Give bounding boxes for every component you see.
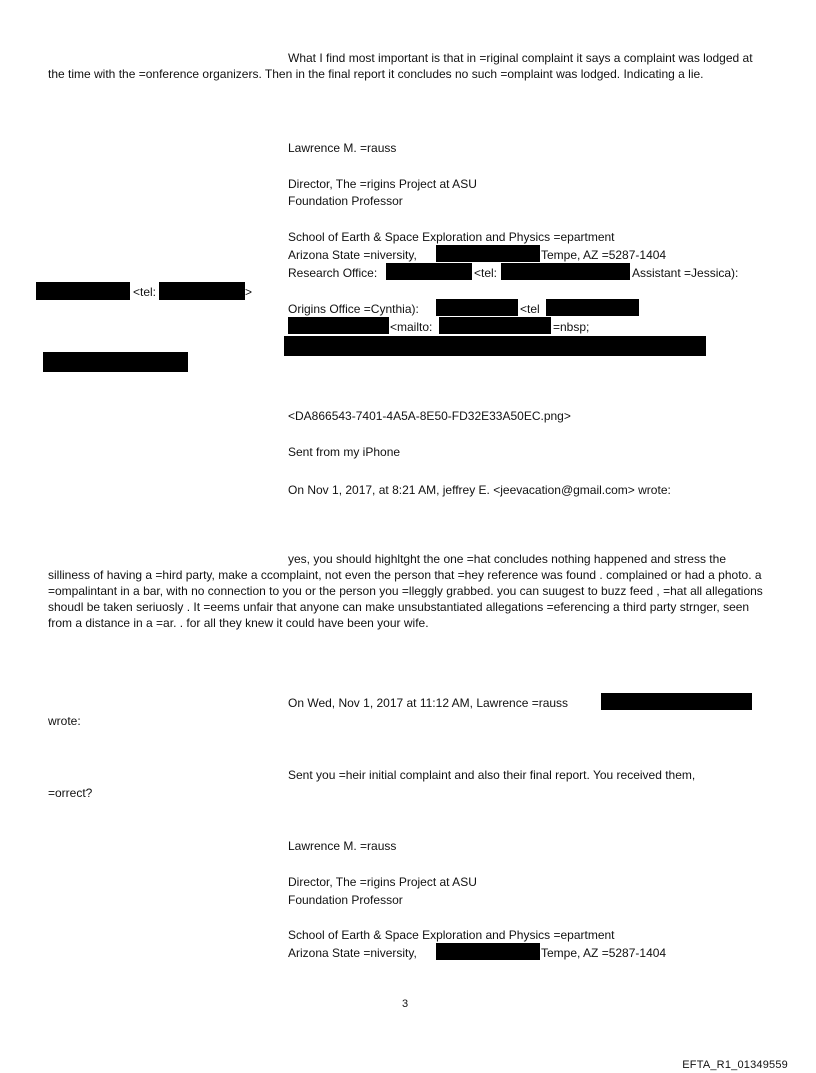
sig1-origins-office: Origins Office =Cynthia): bbox=[288, 302, 419, 316]
document-id-footer: EFTA_R1_01349559 bbox=[682, 1059, 788, 1071]
redaction-box bbox=[501, 263, 630, 280]
sig1-mailto: <mailto: bbox=[390, 320, 433, 334]
redaction-box bbox=[288, 317, 389, 334]
redaction-box bbox=[284, 336, 706, 356]
sig1-research-office-label: Research Office: bbox=[288, 266, 378, 280]
reply-header-lawrence: On Wed, Nov 1, 2017 at 11:12 AM, Lawrence =rauss bbox=[288, 696, 569, 710]
sig1-tel: <tel: bbox=[133, 285, 157, 299]
sent-you-line-end: =orrect? bbox=[48, 786, 93, 800]
redaction-box bbox=[546, 299, 639, 316]
sig1-assistant: Assistant =Jessica): bbox=[632, 266, 739, 280]
sig2-title-director: Director, The =rigins Project at ASU bbox=[288, 875, 477, 889]
paragraph-complaint-text: What I find most important is that in =riginal complaint it says a complaint was lodged at the time with the =onference organizers. Then in the final report it concludes no such =omplaint was lodged. Indicating a lie. bbox=[48, 51, 753, 81]
reply-header-jeffrey: On Nov 1, 2017, at 8:21 AM, jeffrey E. <jeevacation@gmail.com> wrote: bbox=[288, 483, 671, 497]
sig1-university: Arizona State =niversity, bbox=[288, 248, 417, 262]
sig1-tel-close: > bbox=[245, 285, 253, 299]
sig1-research-tel: <tel: bbox=[474, 266, 498, 280]
sig2-name: Lawrence M. =rauss bbox=[288, 839, 397, 853]
sig1-name: Lawrence M. =rauss bbox=[288, 141, 397, 155]
sig2-title-professor: Foundation Professor bbox=[288, 893, 403, 907]
redaction-box bbox=[386, 263, 472, 280]
redaction-box bbox=[436, 299, 518, 316]
redaction-box bbox=[436, 245, 540, 262]
attachment-filename: <DA866543-7401-4A5A-8E50-FD32E33A50EC.png> bbox=[288, 409, 571, 423]
sig1-school: School of Earth & Space Exploration and Physics =epartment bbox=[288, 230, 615, 244]
sig1-title-professor: Foundation Professor bbox=[288, 194, 403, 208]
paragraph-reply-text: yes, you should highltght the one =hat concludes nothing happened and stress the silliness of having a =hird party, make a ccomplaint, not even the person that =hey reference was found . complained or had a photo. a =ompalintant in a bar, with no connection to you or the person you =lleggly grabbed. you can suugest to buzz feed , =hat all allegations shoudl be taken seriuosly . It =eems unfair that anyone can make unsubstantiated allegations =eferencing a third party strnger, seen from a distance in a =ar. . for all they knew it could have been your wife. bbox=[48, 552, 763, 630]
sig2-city: Tempe, AZ =5287-1404 bbox=[541, 946, 667, 960]
sent-you-line: Sent you =heir initial complaint and also their final report. You received them, bbox=[288, 768, 696, 782]
sig1-title-director: Director, The =rigins Project at ASU bbox=[288, 177, 477, 191]
redaction-box bbox=[159, 282, 245, 300]
sent-from-iphone: Sent from my iPhone bbox=[288, 445, 401, 459]
sig1-city: Tempe, AZ =5287-1404 bbox=[541, 248, 667, 262]
page-number: 3 bbox=[402, 998, 409, 1010]
reply-header-wrote: wrote: bbox=[48, 714, 81, 728]
redaction-box bbox=[601, 693, 752, 710]
redaction-box bbox=[43, 352, 188, 372]
redaction-box bbox=[439, 317, 551, 334]
sig2-university: Arizona State =niversity, bbox=[288, 946, 417, 960]
redaction-box bbox=[436, 943, 540, 960]
sig1-nbsp: =nbsp; bbox=[553, 320, 590, 334]
sig1-origins-tel: <tel bbox=[520, 302, 540, 316]
sig2-school: School of Earth & Space Exploration and Physics =epartment bbox=[288, 928, 615, 942]
paragraph-complaint bbox=[48, 50, 768, 82]
redaction-box bbox=[36, 282, 130, 300]
paragraph-reply bbox=[48, 551, 768, 631]
